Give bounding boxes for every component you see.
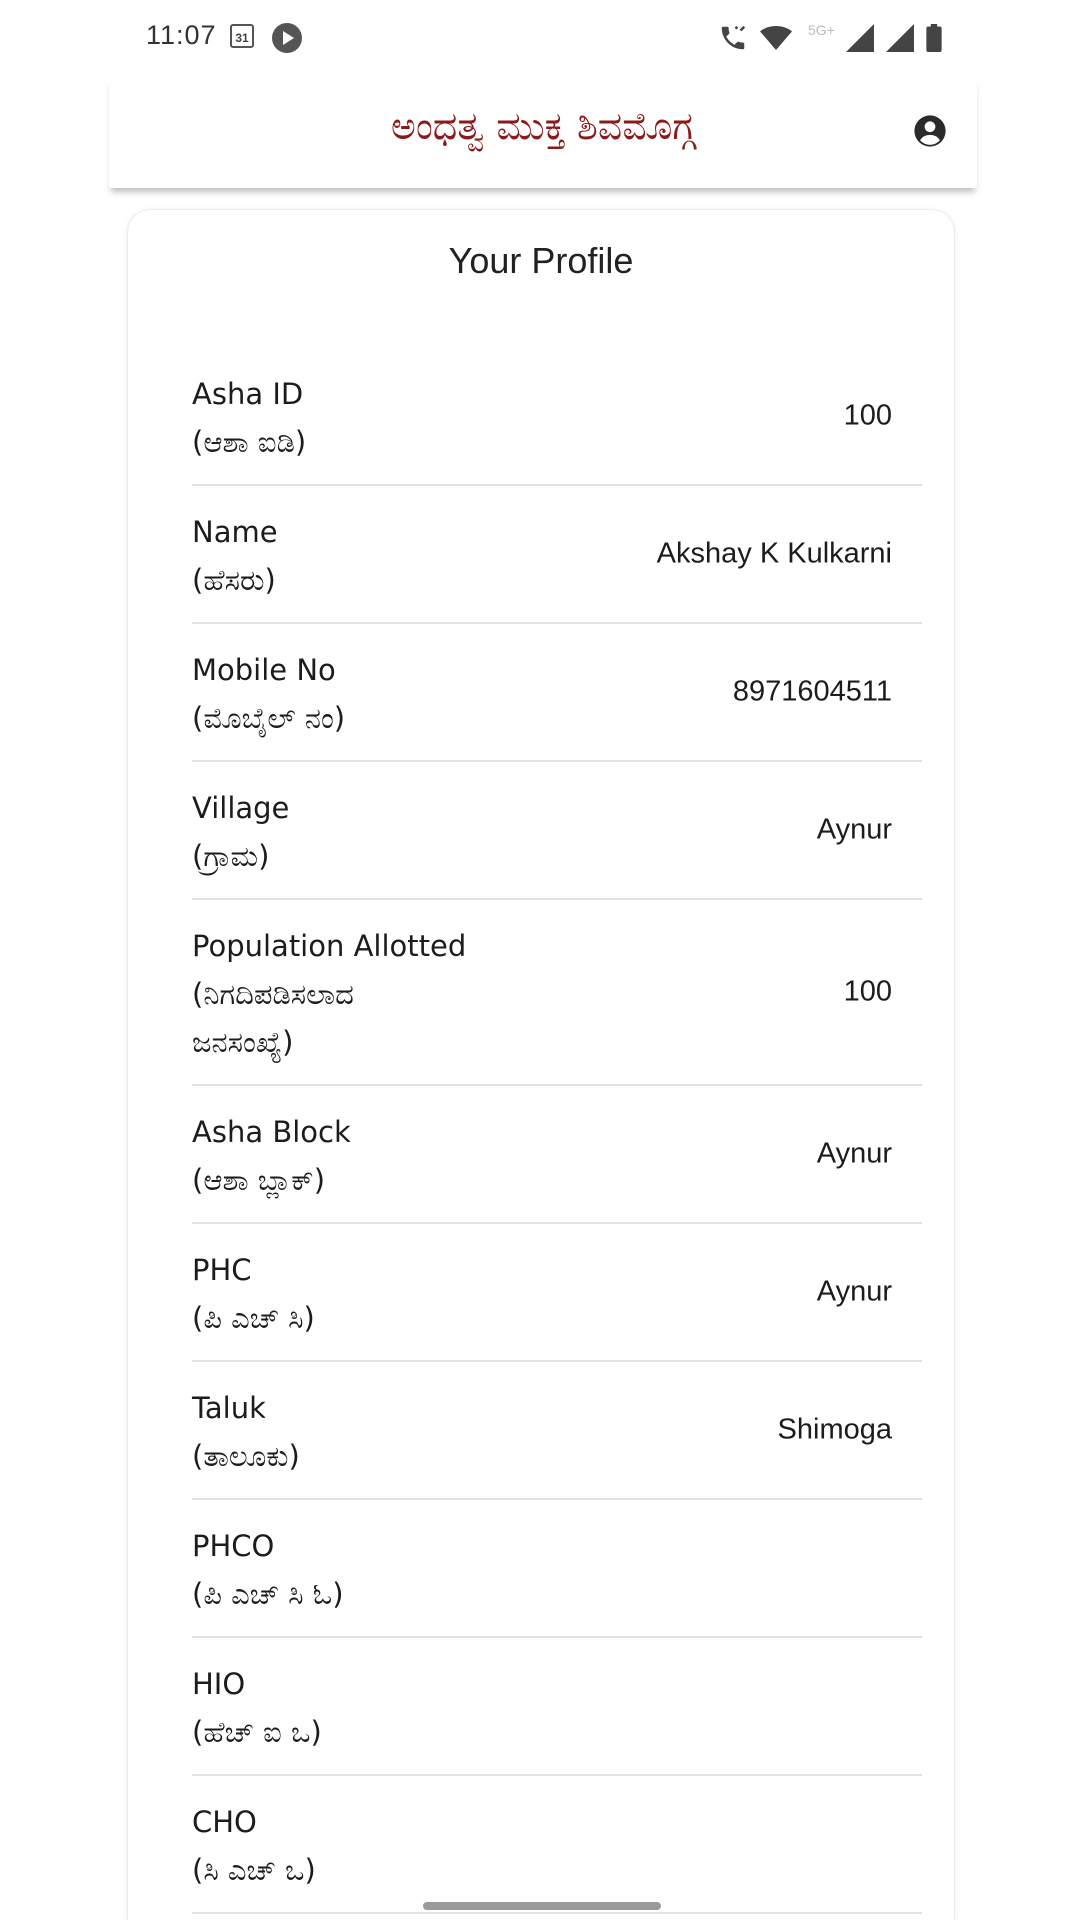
field-label-en: Population Allotted	[192, 929, 467, 963]
profile-row-asha-block	[192, 1086, 922, 1224]
field-label-kn: (ಗ್ರಾಮ)	[192, 839, 270, 873]
profile-row-village	[192, 762, 922, 900]
field-value: 100	[843, 975, 892, 1008]
field-label-en: CHO	[192, 1805, 257, 1839]
field-label-en: Asha ID	[192, 377, 304, 411]
field-label-en: HIO	[192, 1667, 246, 1701]
status-icons	[718, 20, 942, 56]
field-label-en: Mobile No	[192, 653, 336, 687]
field-label	[192, 1384, 522, 1480]
field-label-kn-2: ಜನಸಂಖ್ಯೆ)	[192, 1025, 294, 1059]
field-label-en: Asha Block	[192, 1115, 351, 1149]
status-time: 11:07	[146, 20, 217, 50]
app-title: ಅಂಧತ್ವ ಮುಕ್ತ ಶಿವಮೊಗ್ಗ	[390, 104, 696, 148]
app-bar	[109, 78, 977, 188]
account-circle-icon[interactable]	[913, 114, 947, 148]
status-bar	[0, 0, 1080, 78]
field-value: 8971604511	[732, 675, 892, 708]
field-value: 100	[843, 399, 892, 432]
field-label	[192, 1522, 522, 1618]
field-label	[192, 922, 522, 1066]
field-value: Akshay K Kulkarni	[656, 537, 892, 570]
profile-row-mobile	[192, 624, 922, 762]
profile-row-taluk	[192, 1362, 922, 1500]
profile-card	[128, 210, 954, 1920]
field-label-kn: (ಪಿ ಎಚ್ ಸಿ ಓ)	[192, 1577, 344, 1611]
network-type-label: 5G+	[808, 22, 835, 38]
signal-icon-2	[886, 24, 914, 52]
field-label-en: Taluk	[192, 1391, 266, 1425]
profile-row-hio	[192, 1638, 922, 1776]
field-label-kn: (ಹೆಸರು)	[192, 563, 276, 597]
wifi-icon	[760, 24, 792, 52]
profile-list	[192, 348, 922, 1914]
home-indicator[interactable]	[423, 1902, 661, 1910]
profile-row-asha-id	[192, 348, 922, 486]
field-label-kn: (ಆಶಾ ಬ್ಲಾಕ್)	[192, 1163, 326, 1197]
field-label	[192, 508, 522, 604]
play-store-icon	[272, 23, 302, 53]
field-label	[192, 1108, 522, 1204]
field-label	[192, 1246, 522, 1342]
field-value: Aynur	[816, 813, 892, 846]
field-label	[192, 1798, 522, 1894]
wifi-calling-icon	[718, 23, 748, 53]
field-label	[192, 370, 522, 466]
field-label-kn: (ಸಿ ಎಚ್ ಒ)	[192, 1853, 316, 1887]
field-label	[192, 646, 522, 742]
profile-row-phc	[192, 1224, 922, 1362]
battery-icon	[926, 24, 942, 52]
field-label-kn: (ನಿಗದಿಪಡಿಸಲಾದ	[192, 977, 354, 1011]
field-label	[192, 1660, 522, 1756]
profile-row-cho	[192, 1776, 922, 1914]
field-value: Aynur	[816, 1137, 892, 1170]
profile-row-phco	[192, 1500, 922, 1638]
field-label-kn: (ಪಿ ಎಚ್ ಸಿ)	[192, 1301, 315, 1335]
field-value: Shimoga	[777, 1413, 892, 1446]
field-label-en: PHC	[192, 1253, 252, 1287]
signal-icon	[846, 24, 874, 52]
field-label	[192, 784, 522, 880]
field-label-kn: (ಆಶಾ ಐಡಿ)	[192, 425, 307, 459]
field-label-en: Name	[192, 515, 278, 549]
field-label-kn: (ಮೊಬೈಲ್ ನಂ)	[192, 701, 346, 735]
profile-title: Your Profile	[448, 240, 634, 281]
field-label-kn: (ಹೆಚ್ ಐ ಒ)	[192, 1715, 322, 1749]
field-label-en: Village	[192, 791, 290, 825]
profile-row-population	[192, 900, 922, 1086]
profile-row-name	[192, 486, 922, 624]
field-label-kn: (ತಾಲೂಕು)	[192, 1439, 300, 1473]
field-value: Aynur	[816, 1275, 892, 1308]
calendar-icon: 31	[230, 24, 254, 48]
field-label-en: PHCO	[192, 1529, 275, 1563]
